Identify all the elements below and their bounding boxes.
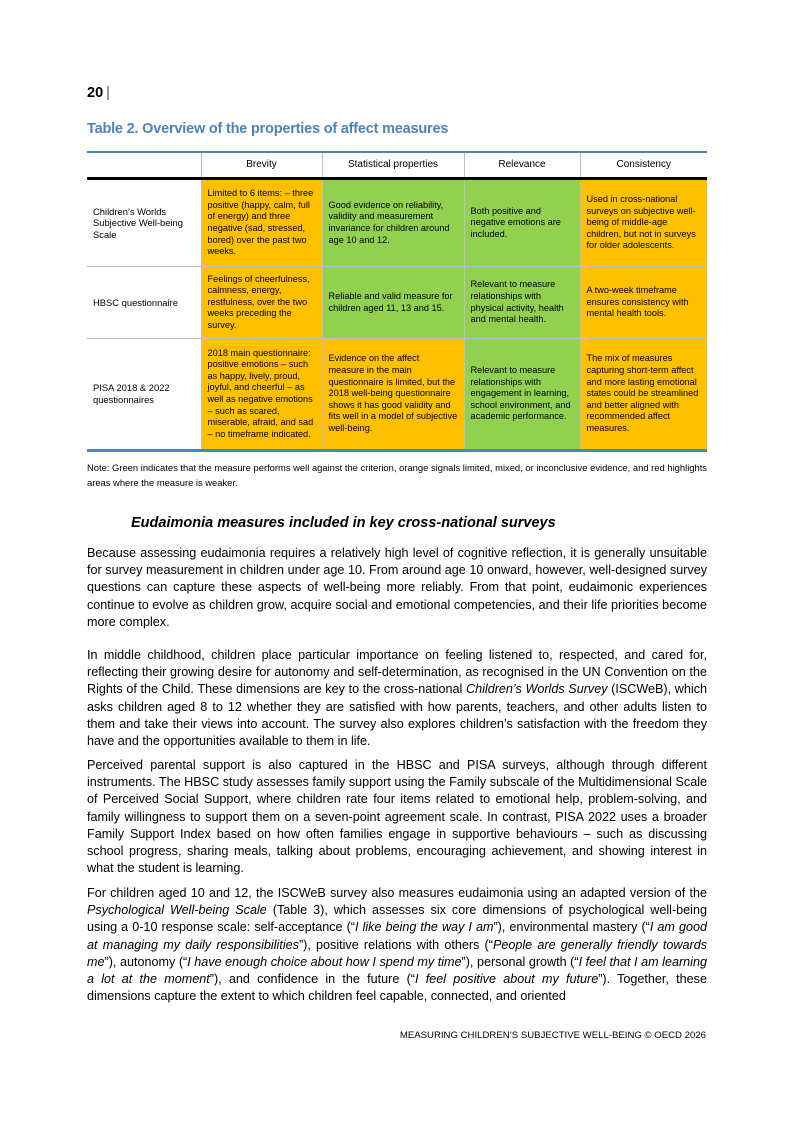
table-body (87, 179, 707, 451)
row-label-measure: PISA 2018 & 2022 questionnaires (87, 339, 201, 451)
cell-consistency: Used in cross-national surveys on subjective well-being of middle-age children, but not in surveys for older adolescents. (580, 179, 707, 267)
text-run: (Table 3), which assesses six core dimensions of psychological well-being using a 0-10 response scale: self-acceptance (“ (87, 903, 707, 935)
column-header-brevity: Brevity (201, 152, 322, 179)
text-run: Perceived parental support is also captured in the HBSC and PISA surveys, although through different instruments. The HBSC study assesses family support using the Family subscale of the Multidimensional Scale of Perceived Social Support, where children rate four items related to emotional help, problem-solving, and family willingness to support them on a seven-point agreement scale. In contrast, PISA 2022 uses a broader Family Support Index based on how often families engage in supportive behaviours – such as discussing school progress, sharing meals, talking about problems, encouraging achievement, and showing interest in what the student is learning. (87, 758, 707, 876)
cell-relevance: Relevant to measure relationships with engagement in learning, school environment, and academic performance. (464, 339, 580, 451)
cell-consistency: The mix of measures capturing short-term affect and more lasting emotional states could be streamlined and better aligned with recommended affect measures. (580, 339, 707, 451)
page-number-value: 20 (87, 85, 104, 101)
paragraph-4 (87, 885, 707, 1005)
text-run: Because assessing eudaimonia requires a relatively high level of cognitive reflection, it is generally unsuitable for survey measurement in children under age 10. From around age 10 onward, however, well-designed survey questions can capture these aspects of well-being more reliably. From that point, eudaimonic experiences continue to evolve as children grow, acquire social and emotional competencies, and their life priorities become more complex. (87, 546, 707, 629)
text-run: ”), positive relations with others (“ (298, 937, 493, 952)
text-run: ”), and confidence in the future (“ (209, 972, 415, 987)
table-title: Table 2. Overview of the properties of affect measures (87, 121, 449, 137)
italic-run: I am good at managing my daily responsibilities (87, 920, 707, 952)
column-header-relevance: Relevance (464, 152, 580, 179)
row-label-measure: Children’s Worlds Subjective Well-being Scale (93, 205, 183, 240)
cell-statistical-properties: Reliable and valid measure for children aged 11, 13 and 15. (322, 267, 464, 339)
page-number-separator: | (106, 85, 110, 101)
row-label-measure: HBSC questionnaire (87, 267, 201, 339)
text-run: In middle childhood, children place particular importance on feeling listened to, respected, and cared for, reflecting their growing desire for autonomy and self-determination, as recognised in the UN Convention on the Rights of the Child. These dimensions are key to the cross-national (87, 648, 707, 697)
cell-brevity: 2018 main questionnaire: positive emotions – such as happy, lively, proud, joyful, and cheerful – as well as negative emotions – such as scared, miserable, afraid, and sad – no timeframe indicated. (201, 339, 322, 451)
table-row (87, 339, 707, 451)
text-run: ”). Together, these dimensions capture the extent to which children feel capable, connected, and oriented (87, 972, 707, 1004)
column-header-statistical-properties: Statistical properties (322, 152, 464, 179)
paragraph-3 (87, 757, 707, 877)
italic-run: I have enough choice about how I spend my time (187, 954, 462, 969)
affect-measures-table (87, 151, 707, 452)
cell-relevance: Relevant to measure relationships with physical activity, health and mental health. (464, 267, 580, 339)
table-row (87, 179, 707, 267)
page-number (87, 85, 110, 101)
text-run: ”), personal growth (“ (461, 954, 579, 969)
table-header-row (87, 152, 707, 179)
paragraph-2 (87, 647, 707, 750)
italic-run: I feel that I am learning a lot at the moment (87, 954, 707, 987)
text-run: For children aged 10 and 12, the ISCWeB survey also measures eudaimonia using an adapted version of the (87, 886, 707, 900)
page-footer: MEASURING CHILDREN’S SUBJECTIVE WELL-BEING © OECD 2026 (399, 1030, 706, 1041)
cell-brevity: Limited to 6 items: – three positive (happy, calm, full of energy) and three negative (sad, stressed, bored) over the past two weeks. (201, 179, 322, 267)
text-run: ”), autonomy (“ (104, 954, 188, 969)
column-header-consistency: Consistency (580, 152, 707, 179)
cell-consistency: A two-week timeframe ensures consistency with mental health tools. (580, 267, 707, 339)
cell-relevance: Both positive and negative emotions are included. (464, 179, 580, 267)
italic-run: People are generally friendly towards me (87, 937, 707, 969)
text-run: (ISCWeB), which asks children aged 8 to 12 whether they are satisfied with how parents, teachers, and other adults listen to them and take their views into account. The survey also explores children’s satisfaction with the freedom they have and the opportunities available to them in life. (87, 682, 707, 749)
italic-run: Psychological Well-being Scale (87, 903, 267, 918)
cell-brevity: Feelings of cheerfulness, calmness, energy, restfulness, over the two weeks preceding the survey. (201, 267, 322, 339)
table-note: Note: Green indicates that the measure performs well against the criterion, orange signals limited, mixed, or inconclusive evidence, and red highlights areas where the measure is weaker. (87, 462, 707, 488)
cell-statistical-properties: Good evidence on reliability, validity and measurement invariance for children around age 10 and 12. (322, 179, 464, 267)
text-run: ”), environmental mastery (“ (493, 920, 650, 935)
table-row (87, 267, 707, 339)
italic-run: Children’s Worlds Survey (466, 682, 608, 697)
paragraph-1 (87, 545, 707, 631)
column-header-measure (87, 152, 201, 179)
italic-run: I feel positive about my future (414, 972, 599, 987)
italic-run: I like being the way I am (355, 920, 494, 935)
section-heading: Eudaimonia measures included in key cross-national surveys (131, 515, 556, 531)
cell-statistical-properties: Evidence on the affect measure in the main questionnaire is limited, but the 2018 well-being questionnaire shows it has good validity and fits well in a model of subjective well-being. (322, 339, 464, 451)
